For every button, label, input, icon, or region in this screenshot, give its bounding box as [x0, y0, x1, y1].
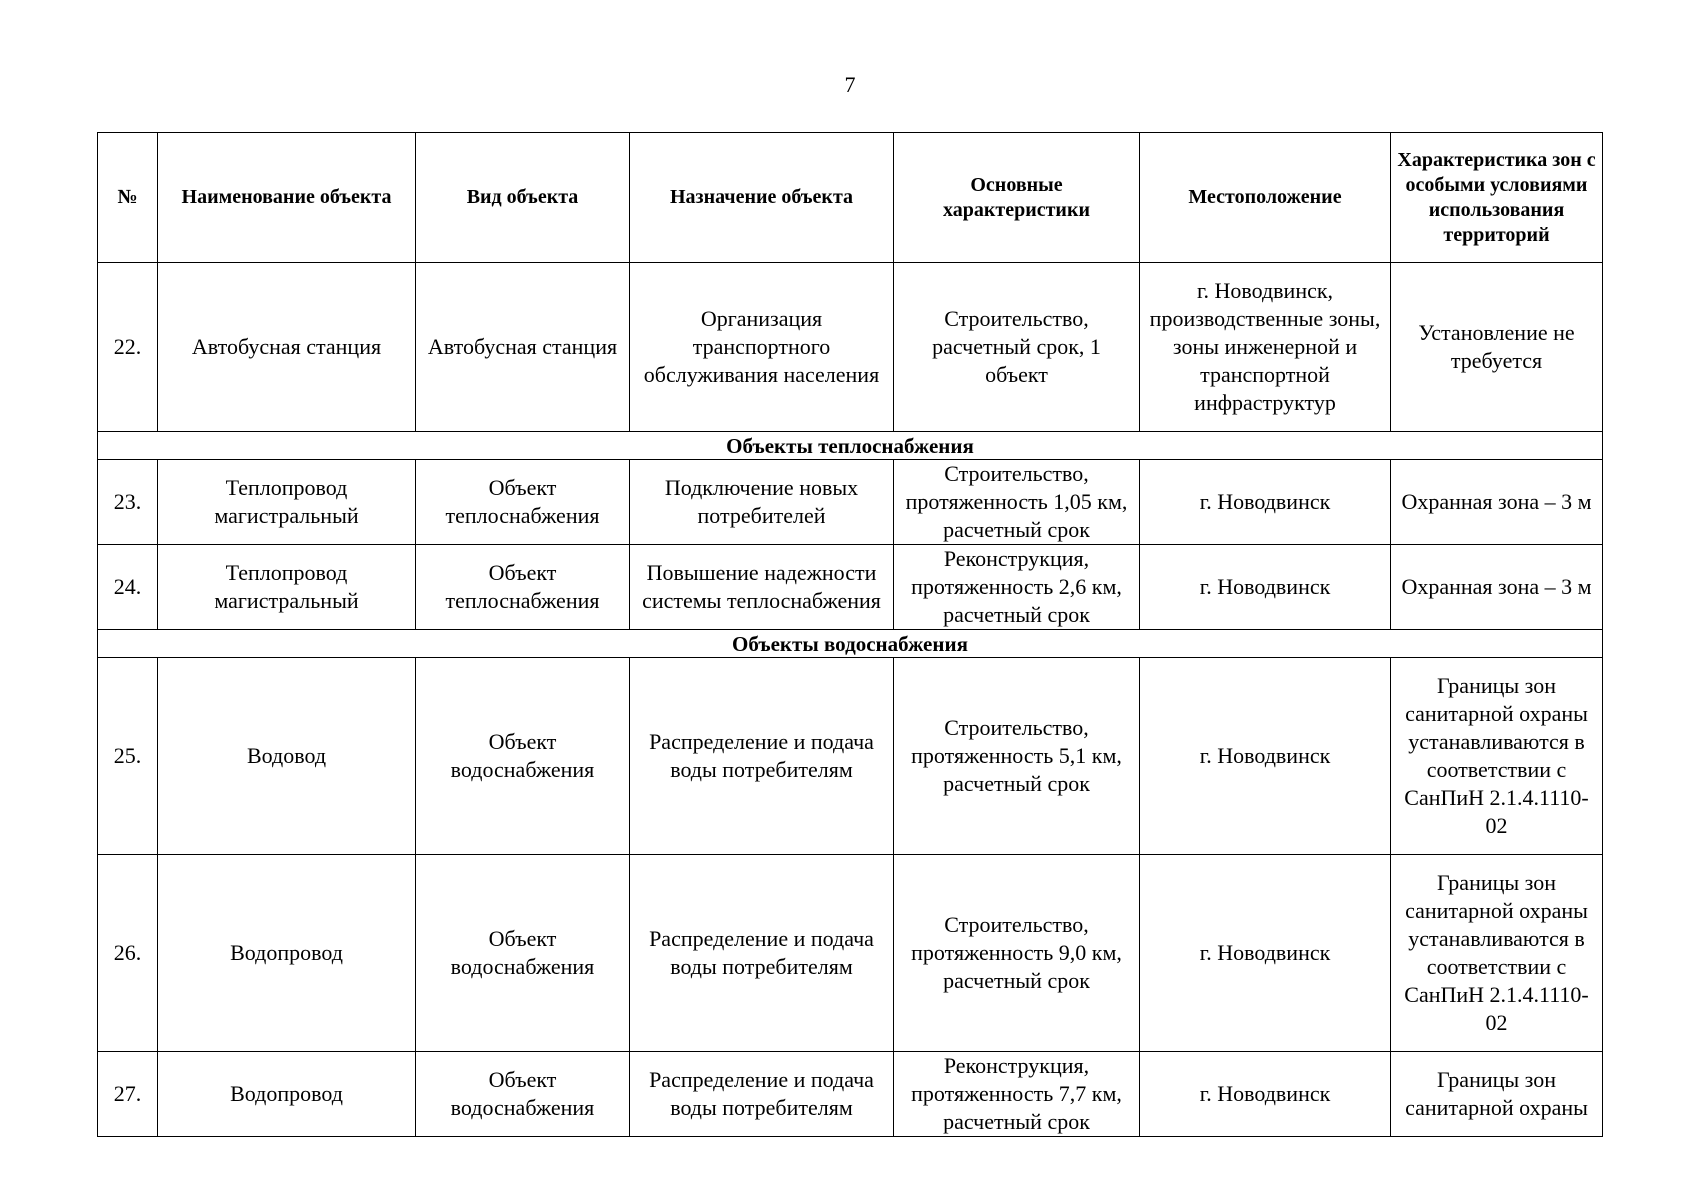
row-zones: Установление не требуется: [1391, 263, 1603, 432]
section-row-water-supply: [98, 630, 1603, 658]
row-purpose: Повышение надежности системы теплоснабжения: [630, 545, 894, 630]
section-title: Объекты теплоснабжения: [98, 432, 1603, 460]
row-number: 25.: [98, 658, 158, 855]
row-purpose: Распределение и подача воды потребителям: [630, 855, 894, 1052]
section-title: Объекты водоснабжения: [98, 630, 1603, 658]
row-kind: Объект теплоснабжения: [416, 545, 630, 630]
row-name: Теплопровод магистральный: [158, 460, 416, 545]
row-location: г. Новодвинск: [1140, 545, 1391, 630]
row-purpose: Распределение и подача воды потребителям: [630, 658, 894, 855]
objects-table: [97, 132, 1603, 1137]
row-number: 26.: [98, 855, 158, 1052]
row-zones: Границы зон санитарной охраны: [1391, 1052, 1603, 1137]
row-location: г. Новодвинск: [1140, 658, 1391, 855]
row-kind: Автобусная станция: [416, 263, 630, 432]
header-location: Местоположение: [1140, 133, 1391, 263]
header-zones: Характеристика зон с особыми условиями использования территорий: [1391, 133, 1603, 263]
table-row: [98, 658, 1603, 855]
row-location: г. Новодвинск, производственные зоны, зоны инженерной и транспортной инфраструктур: [1140, 263, 1391, 432]
row-purpose: Организация транспортного обслуживания населения: [630, 263, 894, 432]
row-characteristics: Строительство, протяженность 1,05 км, расчетный срок: [894, 460, 1140, 545]
header-object-purpose: Назначение объекта: [630, 133, 894, 263]
table-row: [98, 1052, 1603, 1137]
row-purpose: Подключение новых потребителей: [630, 460, 894, 545]
row-kind: Объект водоснабжения: [416, 658, 630, 855]
row-zones: Охранная зона – 3 м: [1391, 460, 1603, 545]
row-zones: Охранная зона – 3 м: [1391, 545, 1603, 630]
row-location: г. Новодвинск: [1140, 855, 1391, 1052]
row-characteristics: Реконструкция, протяженность 7,7 км, расчетный срок: [894, 1052, 1140, 1137]
row-name: Водовод: [158, 658, 416, 855]
table-row: [98, 855, 1603, 1052]
row-name: Автобусная станция: [158, 263, 416, 432]
row-zones: Границы зон санитарной охраны устанавливаются в соответствии с СанПиН 2.1.4.1110-02: [1391, 855, 1603, 1052]
header-object-kind: Вид объекта: [416, 133, 630, 263]
row-characteristics: Строительство, протяженность 5,1 км, расчетный срок: [894, 658, 1140, 855]
row-name: Теплопровод магистральный: [158, 545, 416, 630]
row-name: Водопровод: [158, 855, 416, 1052]
row-characteristics: Строительство, расчетный срок, 1 объект: [894, 263, 1140, 432]
page-number: 7: [844, 72, 856, 97]
row-number: 22.: [98, 263, 158, 432]
row-characteristics: Строительство, протяженность 9,0 км, расчетный срок: [894, 855, 1140, 1052]
header-characteristics: Основные характеристики: [894, 133, 1140, 263]
row-name: Водопровод: [158, 1052, 416, 1137]
row-kind: Объект водоснабжения: [416, 1052, 630, 1137]
row-characteristics: Реконструкция, протяженность 2,6 км, расчетный срок: [894, 545, 1140, 630]
row-number: 27.: [98, 1052, 158, 1137]
row-kind: Объект водоснабжения: [416, 855, 630, 1052]
row-purpose: Распределение и подача воды потребителям: [630, 1052, 894, 1137]
table-row: [98, 263, 1603, 432]
row-number: 23.: [98, 460, 158, 545]
header-object-name: Наименование объекта: [158, 133, 416, 263]
row-kind: Объект теплоснабжения: [416, 460, 630, 545]
header-number: №: [98, 133, 158, 263]
row-location: г. Новодвинск: [1140, 1052, 1391, 1137]
table-row: [98, 545, 1603, 630]
table-header-row: [98, 133, 1603, 263]
row-number: 24.: [98, 545, 158, 630]
table-row: [98, 460, 1603, 545]
row-location: г. Новодвинск: [1140, 460, 1391, 545]
row-zones: Границы зон санитарной охраны устанавливаются в соответствии с СанПиН 2.1.4.1110-02: [1391, 658, 1603, 855]
section-row-heat-supply: [98, 432, 1603, 460]
